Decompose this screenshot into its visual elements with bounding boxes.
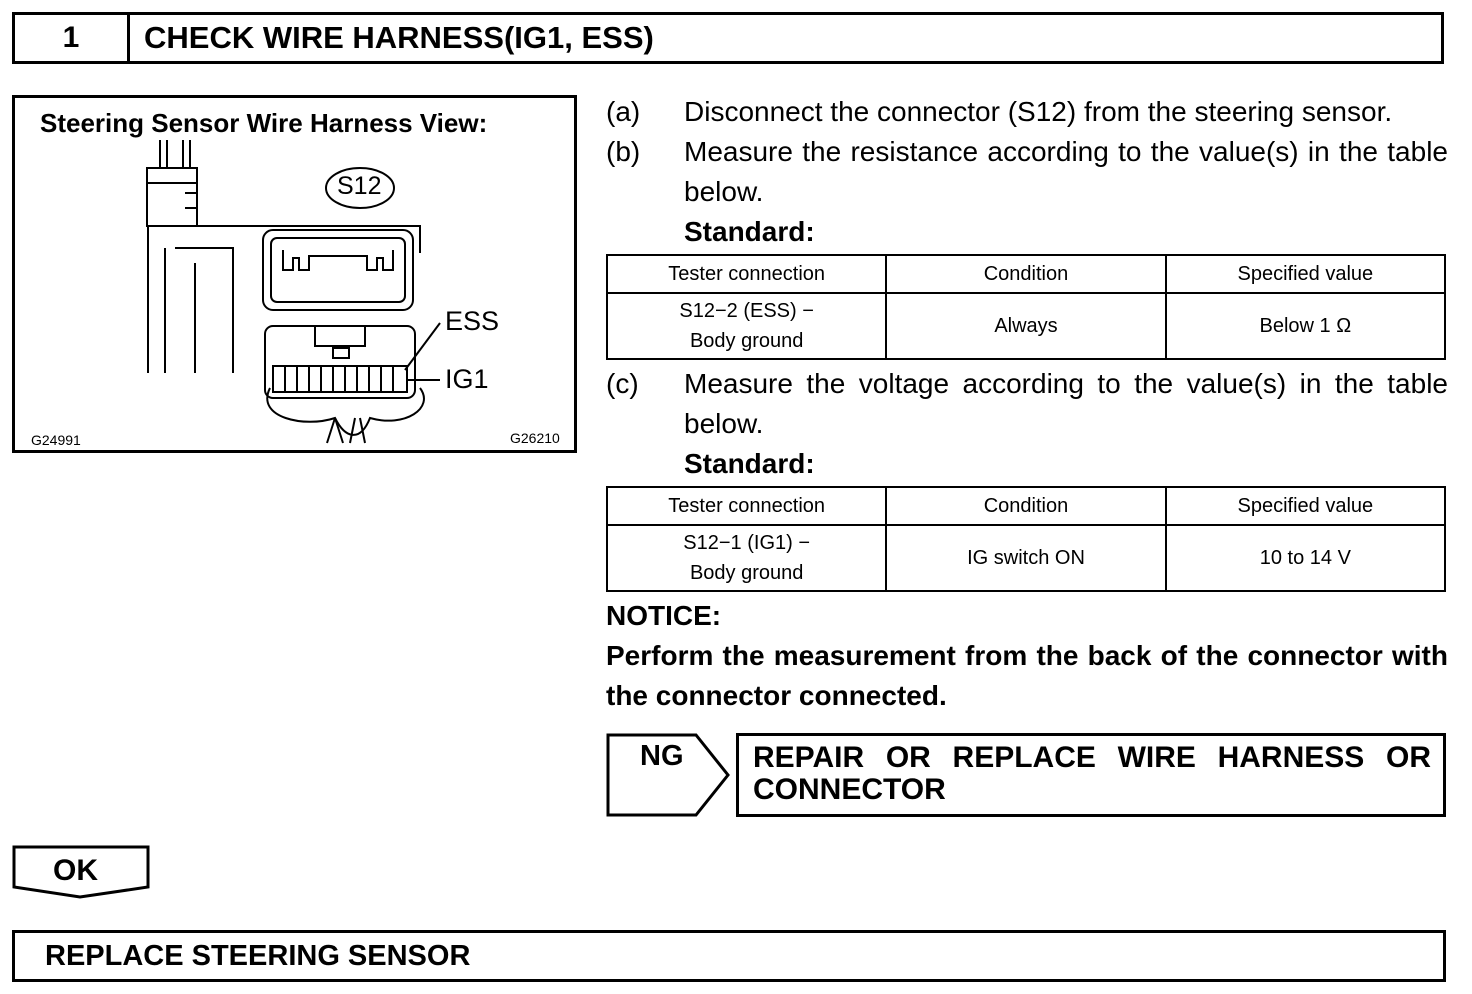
step-letter: (b) xyxy=(606,136,641,167)
table-header: Specified value xyxy=(1166,487,1445,525)
table-row xyxy=(607,525,1445,591)
table-header: Tester connection xyxy=(607,487,886,525)
step-c xyxy=(606,364,1448,444)
tester-connection-cell xyxy=(607,293,886,359)
figure-code-right: G26210 xyxy=(510,430,560,446)
tester-connection-cell xyxy=(607,525,886,591)
step-letter: (a) xyxy=(606,96,641,127)
connection-line-2: Body ground xyxy=(689,562,804,584)
ng-action-box xyxy=(736,733,1446,817)
connection-line-1: S12−2 (ESS) − xyxy=(679,300,814,322)
table-header: Tester connection xyxy=(607,255,886,293)
ig1-terminal-label: IG1 xyxy=(445,364,489,394)
table-header: Condition xyxy=(886,487,1165,525)
standard-label: Standard: xyxy=(684,216,815,247)
ok-label: OK xyxy=(53,854,98,887)
condition-cell: IG switch ON xyxy=(886,525,1165,591)
step-letter: (c) xyxy=(606,368,639,399)
connection-line-2: Body ground xyxy=(689,330,804,352)
voltage-spec-table xyxy=(606,486,1446,592)
result-text: REPLACE STEERING SENSOR xyxy=(45,939,471,972)
procedure-steps xyxy=(606,92,1448,716)
notice-label: NOTICE: xyxy=(606,600,722,631)
table-header: Condition xyxy=(886,255,1165,293)
ng-action-line-2: CONNECTOR xyxy=(753,773,946,806)
figure-title: Steering Sensor Wire Harness View: xyxy=(40,108,488,138)
connector-id-oval xyxy=(15,98,575,450)
connection-line-1: S12−1 (IG1) − xyxy=(683,532,811,554)
specified-value-cell: 10 to 14 V xyxy=(1166,525,1445,591)
result-action-box xyxy=(12,930,1446,982)
ng-label: NG xyxy=(640,740,684,772)
step-a xyxy=(606,92,1448,132)
table-row xyxy=(607,293,1445,359)
ng-action-line-1: REPAIR OR REPLACE WIRE HARNESS OR xyxy=(753,741,1431,774)
standard-label: Standard: xyxy=(684,448,815,479)
notice-text: Perform the measurement from the back of the connector with the connector connected. xyxy=(606,640,1448,711)
figure-code-left: G24991 xyxy=(31,432,81,448)
step-title: CHECK WIRE HARNESS(IG1, ESS) xyxy=(144,20,654,55)
step-header xyxy=(12,12,1444,64)
step-text: Measure the voltage according to the value(s) in the table below. xyxy=(684,368,1448,439)
ess-terminal-label: ESS xyxy=(445,306,500,336)
resistance-spec-table xyxy=(606,254,1446,360)
step-number: 1 xyxy=(15,15,130,61)
condition-cell: Always xyxy=(886,293,1165,359)
specified-value-cell: Below 1 Ω xyxy=(1166,293,1445,359)
step-text: Disconnect the connector (S12) from the steering sensor. xyxy=(684,96,1393,127)
harness-figure xyxy=(12,95,577,453)
connector-id-label: S12 xyxy=(337,172,382,200)
step-b xyxy=(606,132,1448,212)
step-text: Measure the resistance according to the value(s) in the table below. xyxy=(684,136,1448,207)
table-header: Specified value xyxy=(1166,255,1445,293)
